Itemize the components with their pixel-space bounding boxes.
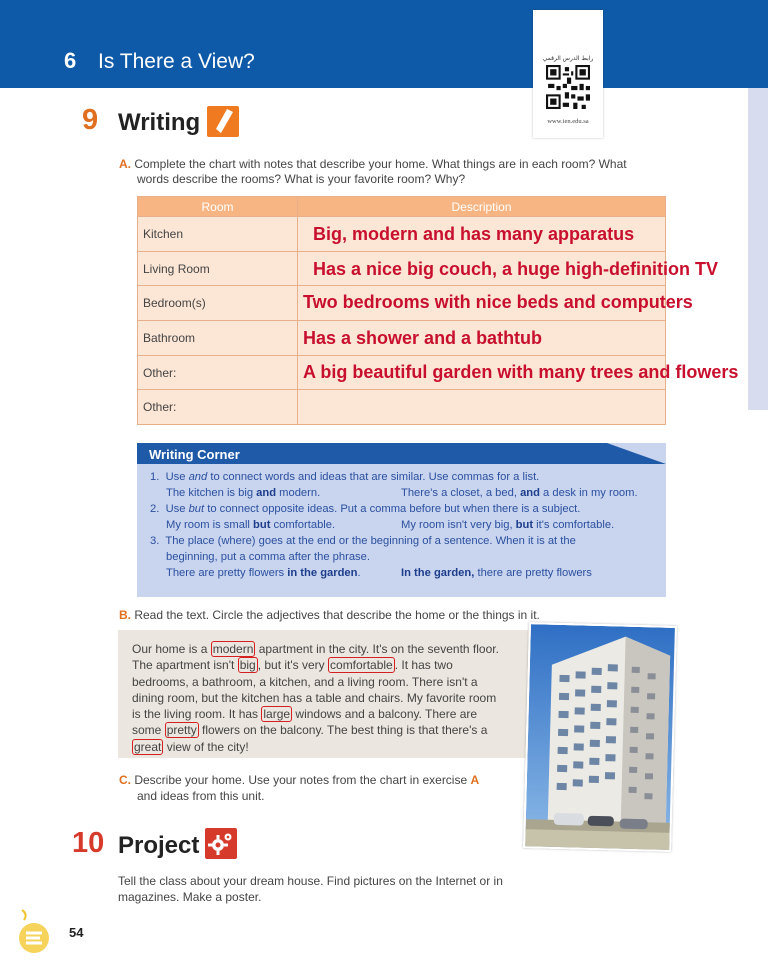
project-section-title: Project [118,832,200,859]
room-cell: Other: [138,355,298,390]
project-line2: magazines. Make a poster. [118,890,262,904]
description-text: Has a nice big couch, a huge high-definition TV [313,259,719,279]
gear-icon [205,828,237,859]
table-row [138,390,666,425]
unit-title: Is There a View? [98,50,255,73]
circled-adjective[interactable]: comfortable [330,658,393,673]
example-text: a desk in my room. [539,487,638,499]
example-keyword: and [520,487,540,499]
project-section-number: 10 [72,827,105,859]
unit-number: 6 [64,48,77,73]
project-line1: Tell the class about your dream house. Find pictures on the Internet or in [118,874,503,888]
passage-text: . It has two bedrooms, a bathroom, a kitchen, and a living room. There isn't a dining room, but the kitchen has a table and chairs. My favorite room is the living room. It has [132,658,497,722]
tip-text: Use [165,471,189,483]
exercise-c-text: Describe your home. Use your notes from the chart in exercise [134,773,471,787]
exercise-b-letter: B. [119,608,131,622]
writing-section-number: 9 [82,104,99,136]
exercise-a-text-line1: Complete the chart with notes that describe your home. What things are in each room? What [134,157,627,171]
description-text: Has a shower and a bathtub [303,328,543,348]
passage-text: windows and a balcony. There are some [132,707,478,738]
unit-banner [0,0,768,88]
tip-3 [150,535,576,547]
qr-code-icon [546,65,590,109]
passage-text: apartment in the city. It's on the seventh floor. The apartment isn't [132,642,499,673]
writing-corner-title: Writing Corner [149,447,240,462]
example-1b [401,487,638,499]
publisher-logo-icon [16,908,52,954]
chart-header-room: Room [138,197,298,217]
pencil-icon [207,106,239,137]
example-keyword: but [515,519,534,531]
tip-1 [150,471,539,483]
tip-keyword: but [188,503,205,515]
qr-card[interactable] [533,10,603,138]
qr-url: www.ien.edu.sa [547,118,589,125]
description-cell[interactable] [298,390,666,425]
room-cell: Other: [138,390,298,425]
example-3b [401,567,592,579]
example-2b [401,519,614,531]
tip-number: 1. [150,471,160,483]
passage-text: view of the city! [163,739,249,754]
exercise-c-text-line2: and ideas from this unit. [137,789,265,803]
exercise-c-instruction [119,773,479,789]
exercise-a-text-line2: words describe the rooms? What is your favorite room? Why? [137,172,466,186]
reading-passage [132,641,508,755]
example-1a [166,487,320,499]
chart-header-description: Description [298,197,666,217]
room-cell: Bathroom [138,321,298,356]
example-text: comfortable. [270,519,336,531]
description-text: A big beautiful garden with many trees and flowers [303,362,739,382]
exercise-c-letter: C. [119,773,131,787]
room-cell: Living Room [138,251,298,286]
example-text: modern. [276,487,321,499]
qr-label: رابط الدرس الرقمي [542,55,594,62]
example-keyword: and [256,487,277,499]
exercise-a-instruction [119,157,627,173]
circled-adjective[interactable]: pretty [166,723,197,738]
description-text: Big, modern and has many apparatus [313,224,635,244]
example-keyword: in the garden [287,567,358,579]
tip-text: to connect opposite ideas. Put a comma before but when there is a subject. [204,503,581,515]
example-text: There are pretty flowers [166,567,288,579]
writing-corner-box [137,443,666,597]
description-text: Two bedrooms with nice beds and computers [303,292,693,312]
example-3a [166,567,361,579]
example-text: . [357,567,361,579]
exercise-b-text: Read the text. Circle the adjectives that describe the home or the things in it. [134,608,540,622]
example-text: there are pretty flowers [474,567,592,579]
circled-adjective[interactable]: modern [212,642,254,656]
example-text: The kitchen is big [166,487,257,499]
project-instruction [118,873,548,905]
tip-number: 3. [150,535,160,547]
tip-number: 2. [150,503,160,515]
example-text: My room is small [166,519,254,531]
circled-adjective[interactable]: great [134,739,162,754]
circled-adjective[interactable]: big [239,658,256,673]
side-strip [748,88,768,410]
tip-text: to connect words and ideas that are similar. Use commas for a list. [207,471,540,483]
passage-text: Our home is a [132,642,211,656]
tip-2 [150,503,580,515]
exercise-reference: A [470,773,480,787]
tip-keyword: and [188,471,208,483]
apartment-photo [523,622,677,852]
writing-section-title: Writing [118,109,201,136]
page-number: 54 [69,925,84,940]
tip-3-line2: beginning, put a comma after the phrase. [166,551,370,563]
example-text: There's a closet, a bed, [401,487,521,499]
room-cell: Bedroom(s) [138,286,298,321]
example-keyword: but [253,519,271,531]
example-text: it's comfortable. [533,519,615,531]
passage-text: flowers on the balcony. The best thing is that there's a [198,723,488,738]
tip-text: Use [165,503,189,515]
example-keyword: In the garden, [401,567,475,579]
room-cell: Kitchen [138,217,298,252]
example-text: My room isn't very big, [401,519,516,531]
tip-text: The place (where) goes at the end or the beginning of a sentence. When it is at the [165,535,576,547]
passage-text: , but it's very [257,658,329,673]
circled-adjective[interactable]: large [263,707,291,722]
exercise-b-instruction [119,608,540,624]
exercise-a-letter: A. [119,157,131,171]
example-2a [166,519,335,531]
